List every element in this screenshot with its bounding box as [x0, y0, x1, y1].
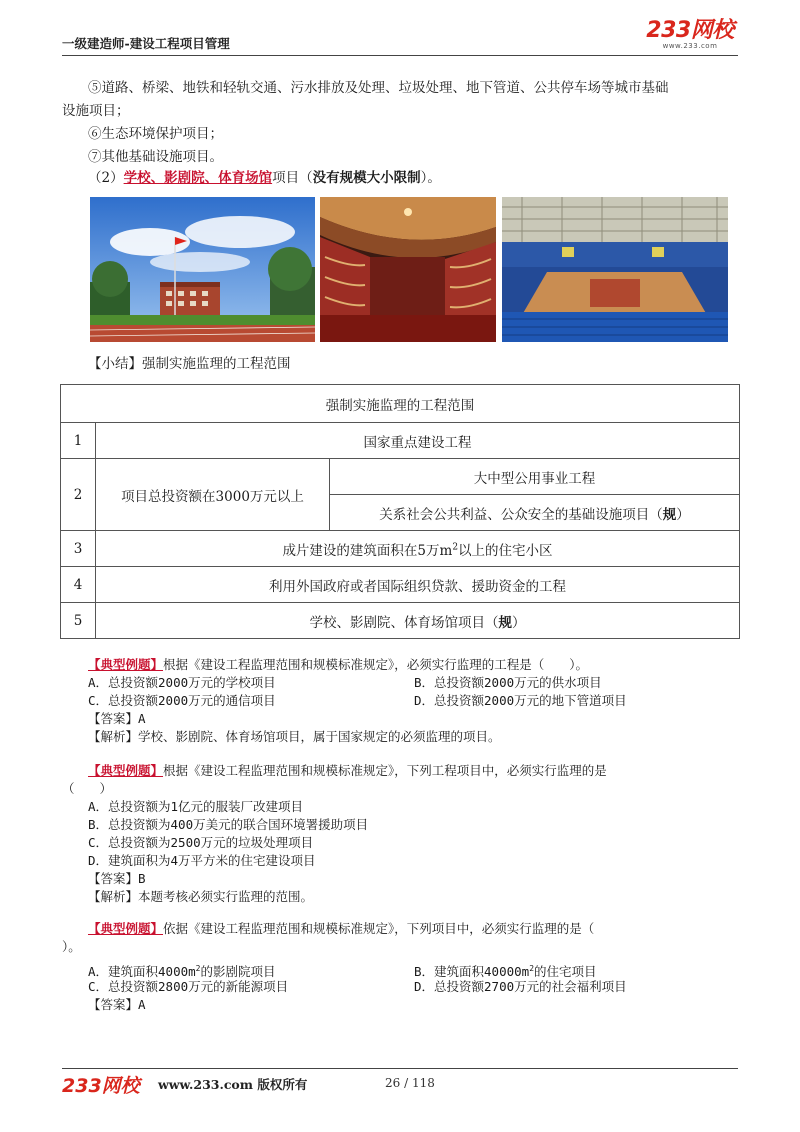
row-text	[96, 531, 740, 567]
option-d: D．总投资额2000万元的地下管道项目	[414, 693, 627, 708]
item-2-line	[88, 168, 441, 188]
item-2-prefix: （2）	[88, 170, 124, 186]
answer: 【答案】A	[88, 997, 146, 1012]
option-b: B．总投资额为400万美元的联合国环境署援助项目	[88, 817, 369, 832]
answer: 【答案】B	[88, 871, 146, 886]
option-c: C．总投资额2800万元的新能源项目	[88, 979, 289, 994]
question-text: 根据《建设工程监理范围和规模标准规定》，下列工程项目中，必须实行监理的是	[163, 763, 607, 778]
item-2-mid: 项目（	[272, 170, 313, 186]
row-number: 2	[61, 459, 96, 531]
question-continued: （ ）	[62, 781, 113, 796]
item-7: ⑦其他基础设施项目。	[88, 149, 223, 165]
example-2-question	[88, 762, 607, 779]
logo-text: 233网校	[646, 18, 734, 43]
item-2-link[interactable]: 学校、影剧院、体育场馆	[123, 170, 273, 186]
item-6: ⑥生态环境保护项目；	[88, 126, 223, 142]
option-text-end: 的影剧院项目	[200, 964, 276, 980]
superscript: 2	[529, 964, 535, 973]
footer-site[interactable]: www.233.com 版权所有	[158, 1077, 308, 1092]
row-label: 项目总投资额在3000万元以上	[96, 459, 330, 531]
option-text-end: 的住宅项目	[534, 964, 597, 980]
summary-label: 【小结】强制实施监理的工程范围	[88, 356, 291, 372]
row-number: 1	[61, 423, 96, 459]
option-c: C．总投资额2000万元的通信项目	[88, 693, 276, 708]
question-continued: ）。	[62, 939, 81, 954]
row-number: 5	[61, 603, 96, 639]
header-title: 一级建造师-建设工程项目管理	[62, 36, 230, 51]
row-text: 利用外国政府或者国际组织贷款、援助资金的工程	[96, 567, 740, 603]
table-row	[61, 531, 740, 567]
item-2-suffix: ）。	[420, 170, 441, 186]
table-row	[61, 423, 740, 459]
item-2-bold: 没有规模大小限制	[312, 170, 421, 186]
brand-logo[interactable]	[640, 20, 740, 50]
row-number: 4	[61, 567, 96, 603]
example-tag[interactable]: 【典型例题】	[88, 763, 164, 778]
table-row	[61, 603, 740, 639]
row-sub-end: ）	[676, 506, 690, 523]
footer-divider	[62, 1068, 738, 1069]
example-3-question	[88, 920, 594, 937]
logo-url: www.233.com	[662, 42, 718, 50]
row-bold: 规	[498, 614, 512, 631]
option-d: D．建筑面积为4万平方米的住宅建设项目	[88, 853, 316, 868]
superscript: 2	[452, 542, 459, 552]
example-tag[interactable]: 【典型例题】	[88, 921, 164, 936]
row-text-a: 学校、影剧院、体育场馆项目（	[309, 614, 499, 631]
question-text: 依据《建设工程监理范围和规模标准规定》，下列项目中，必须实行监理的是（	[163, 921, 595, 936]
option-text: B．建筑面积40000m	[414, 964, 530, 980]
item-5: ⑤道路、桥梁、地铁和轻轨交通、污水排放及处理、垃圾处理、地下管道、公共停车场等城市基础	[88, 80, 669, 96]
example-tag[interactable]: 【典型例题】	[88, 657, 164, 672]
analysis: 【解析】本题考核必须实行监理的范围。	[88, 889, 314, 904]
row-sub-item: 大中型公用事业工程	[330, 459, 740, 495]
row-text-b: ）	[512, 614, 526, 631]
option-d: D．总投资额2700万元的社会福利项目	[414, 979, 627, 994]
option-a: A．总投资额2000万元的学校项目	[88, 675, 276, 690]
header-divider	[62, 55, 738, 56]
footer-logo[interactable]: 233网校	[62, 1075, 140, 1097]
supervision-scope-table	[60, 384, 740, 639]
row-sub-item	[330, 495, 740, 531]
answer: 【答案】A	[88, 711, 146, 726]
superscript: 2	[195, 964, 201, 973]
school-photo	[90, 197, 315, 342]
row-text-a: 成片建设的建筑面积在5万m	[282, 542, 453, 559]
row-sub-text: 关系社会公共利益、公众安全的基础设施项目（	[379, 506, 663, 523]
page-number: 26 / 118	[385, 1076, 435, 1090]
stadium-photo	[502, 197, 728, 342]
table-title: 强制实施监理的工程范围	[61, 385, 740, 423]
table-row	[61, 459, 740, 495]
table-header-row	[61, 385, 740, 423]
row-text	[96, 603, 740, 639]
option-a: A．总投资额为1亿元的服装厂改建项目	[88, 799, 304, 814]
analysis: 【解析】学校、影剧院、体育场馆项目，属于国家规定的必须监理的项目。	[88, 729, 501, 744]
row-number: 3	[61, 531, 96, 567]
theater-photo	[320, 197, 496, 342]
row-text: 国家重点建设工程	[96, 423, 740, 459]
question-text: 根据《建设工程监理范围和规模标准规定》，必须实行监理的工程是（ ）。	[163, 657, 589, 672]
option-c: C．总投资额为2500万元的垃圾处理项目	[88, 835, 314, 850]
example-1-question	[88, 656, 588, 673]
option-text: A．建筑面积4000m	[88, 964, 196, 980]
row-sub-bold: 规	[662, 506, 677, 523]
option-b: B．总投资额2000万元的供水项目	[414, 675, 602, 690]
row-text-b: 以上的住宅小区	[458, 542, 553, 559]
table-row	[61, 567, 740, 603]
item-5-continued: 设施项目；	[62, 103, 130, 119]
